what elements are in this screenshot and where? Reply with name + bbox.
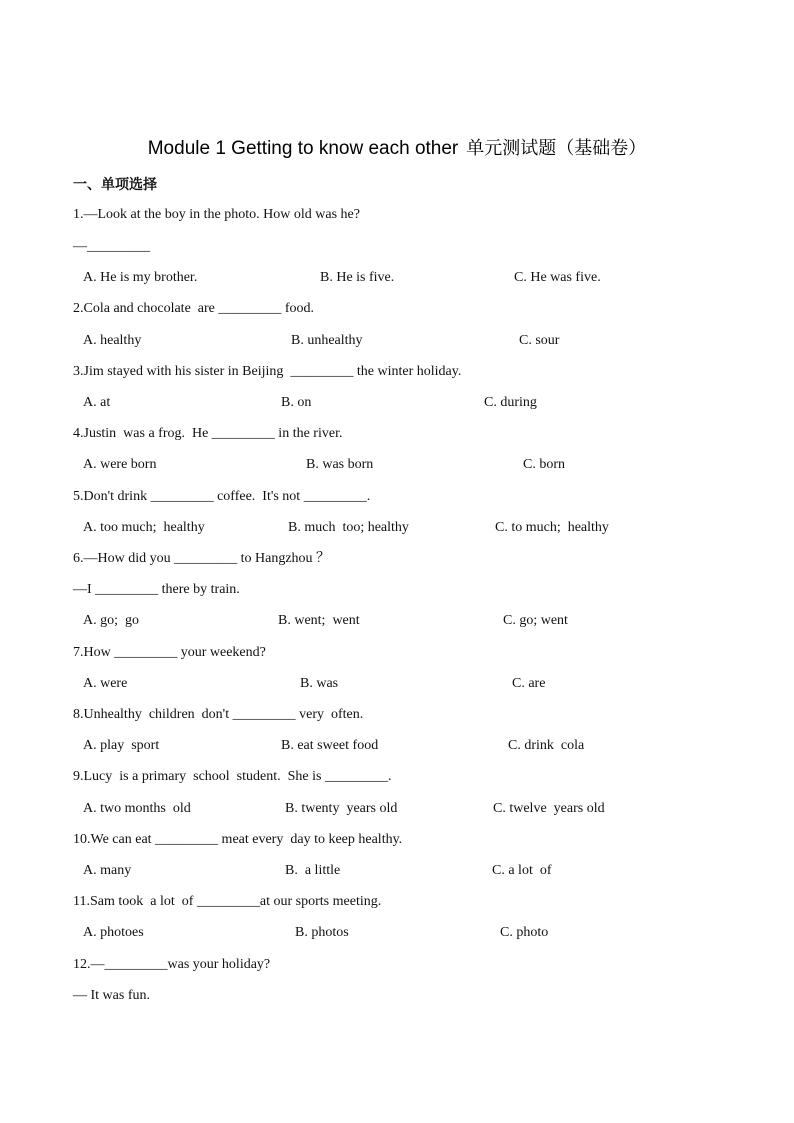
question-3-option-a: A. at xyxy=(83,395,111,410)
question-1-option-a: A. He is my brother. xyxy=(83,270,198,285)
question-9-option-b: B. twenty years old xyxy=(285,801,398,816)
title-english: Module 1 Getting to know each other xyxy=(147,138,459,159)
question-1-answer-line: —_________ xyxy=(73,239,150,254)
question-3-option-c: C. during xyxy=(484,395,537,410)
question-6-stem: 6.—How did you _________ to Hangzhou ？ xyxy=(73,551,331,566)
question-9-stem: 9.Lucy is a primary school student. She is _________. xyxy=(73,769,392,784)
question-12-answer-line: — It was fun. xyxy=(73,988,150,1003)
question-11-option-b: B. photos xyxy=(295,925,349,940)
question-4-option-c: C. born xyxy=(523,457,565,472)
title-chinese: 单元测试题（基础卷） xyxy=(466,138,647,159)
question-11-option-a: A. photoes xyxy=(83,925,144,940)
question-2-option-b: B. unhealthy xyxy=(291,333,363,348)
page-title xyxy=(0,134,794,160)
question-12-stem: 12.—_________was your holiday? xyxy=(73,957,271,972)
question-6-answer-line: —I _________ there by train. xyxy=(73,582,240,597)
question-5-option-c: C. to much; healthy xyxy=(495,520,609,535)
question-1-option-c: C. He was five. xyxy=(514,270,601,285)
question-7-option-a: A. were xyxy=(83,676,128,691)
question-9-option-a: A. two months old xyxy=(83,801,191,816)
question-4-stem: 4.Justin was a frog. He _________ in the river. xyxy=(73,426,343,441)
question-9-option-c: C. twelve years old xyxy=(493,801,605,816)
question-5-stem: 5.Don't drink _________ coffee. It's not _________. xyxy=(73,489,371,504)
question-11-stem: 11.Sam took a lot of _________at our sports meeting. xyxy=(73,894,382,909)
question-2-option-c: C. sour xyxy=(519,333,560,348)
question-10-option-a: A. many xyxy=(83,863,132,878)
question-3-stem: 3.Jim stayed with his sister in Beijing _________ the winter holiday. xyxy=(73,364,462,379)
question-5-option-a: A. too much; healthy xyxy=(83,520,205,535)
question-4-option-a: A. were born xyxy=(83,457,157,472)
question-1-option-b: B. He is five. xyxy=(320,270,395,285)
question-8-stem: 8.Unhealthy children don't _________ very often. xyxy=(73,707,364,722)
question-8-option-b: B. eat sweet food xyxy=(281,738,379,753)
section-heading: 一、单项选择 xyxy=(73,177,157,193)
question-6-option-b: B. went; went xyxy=(278,613,360,628)
question-7-option-c: C. are xyxy=(512,676,546,691)
question-6-option-a: A. go; go xyxy=(83,613,139,628)
question-7-option-b: B. was xyxy=(300,676,339,691)
question-10-option-b: B. a little xyxy=(285,863,341,878)
question-11-option-c: C. photo xyxy=(500,925,549,940)
question-10-option-c: C. a lot of xyxy=(492,863,552,878)
question-6-option-c: C. go; went xyxy=(503,613,568,628)
question-10-stem: 10.We can eat _________ meat every day to keep healthy. xyxy=(73,832,403,847)
question-2-stem: 2.Cola and chocolate are _________ food. xyxy=(73,301,315,316)
question-4-option-b: B. was born xyxy=(306,457,374,472)
question-2-option-a: A. healthy xyxy=(83,333,142,348)
question-8-option-a: A. play sport xyxy=(83,738,160,753)
question-5-option-b: B. much too; healthy xyxy=(288,520,409,535)
question-7-stem: 7.How _________ your weekend? xyxy=(73,645,266,660)
question-3-option-b: B. on xyxy=(281,395,312,410)
question-1-stem: 1.—Look at the boy in the photo. How old was he? xyxy=(73,207,360,222)
question-8-option-c: C. drink cola xyxy=(508,738,585,753)
